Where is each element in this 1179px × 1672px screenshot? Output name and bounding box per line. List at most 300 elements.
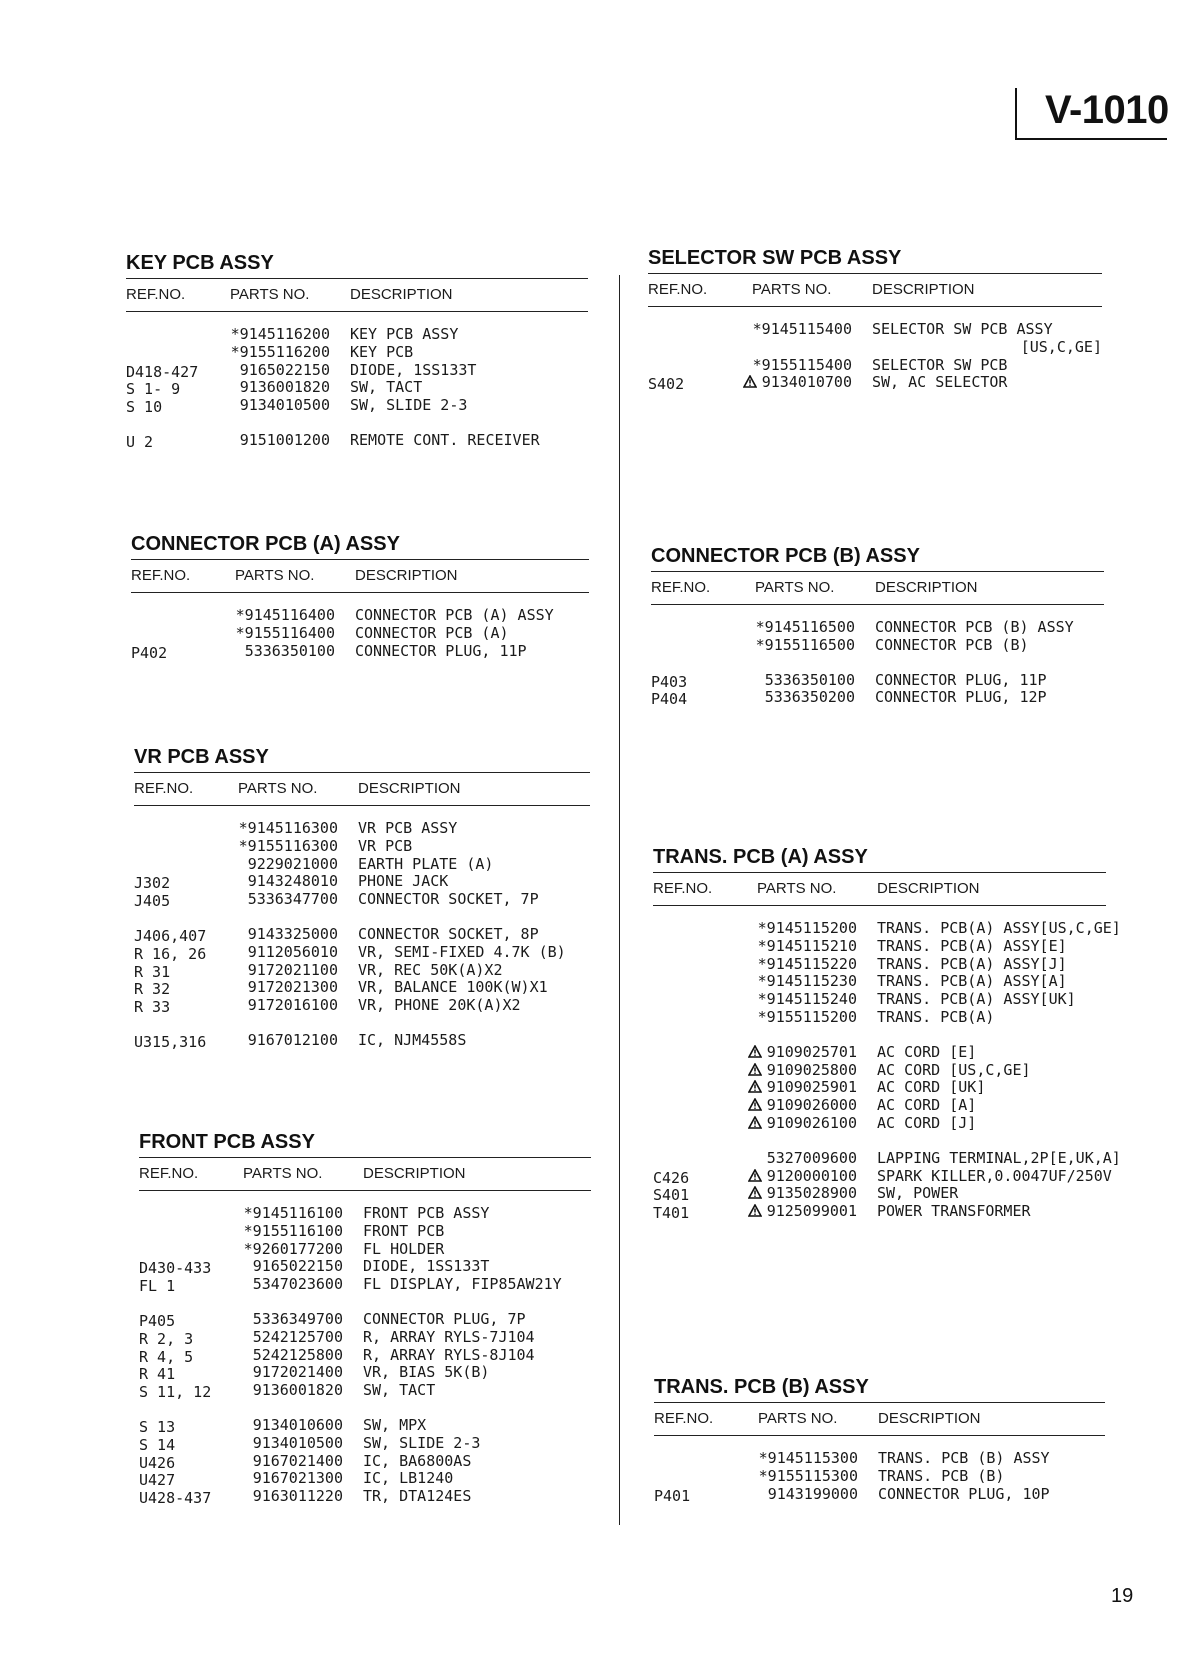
column-header bbox=[134, 772, 590, 806]
parts-row bbox=[648, 357, 1102, 375]
description: LAPPING TERMINAL,2P[E,UK,A] bbox=[877, 1148, 1121, 1167]
description-header: DESCRIPTION bbox=[350, 286, 453, 303]
parts-no bbox=[240, 362, 330, 380]
parts-no-value: 9136001820 bbox=[239, 378, 330, 397]
parts-no bbox=[768, 1486, 858, 1504]
parts-no bbox=[753, 357, 852, 375]
ref-no-header: REF.NO. bbox=[126, 286, 186, 303]
section-title: KEY PCB ASSY bbox=[126, 252, 274, 274]
parts-row bbox=[653, 973, 1106, 991]
parts-no-value: 9134010700 bbox=[761, 373, 852, 392]
parts-no-value: *9145115220 bbox=[757, 954, 857, 973]
selector-sw-pcb-section bbox=[648, 245, 1102, 392]
parts-no-value: 9165022150 bbox=[252, 1257, 343, 1276]
parts-row bbox=[139, 1435, 591, 1453]
parts-no-value: *9145115230 bbox=[757, 972, 857, 991]
safety-warning-icon bbox=[748, 1115, 763, 1133]
parts-row bbox=[134, 979, 590, 997]
parts-row bbox=[653, 1079, 1106, 1097]
parts-row bbox=[139, 1470, 591, 1488]
parts-no bbox=[748, 1079, 857, 1097]
parts-row bbox=[131, 607, 589, 625]
parts-no bbox=[748, 1203, 857, 1221]
parts-row bbox=[126, 397, 588, 415]
parts-no bbox=[748, 1062, 857, 1080]
parts-no-value: 9112056010 bbox=[247, 942, 338, 961]
parts-row bbox=[653, 1062, 1106, 1080]
parts-no-value: 9165022150 bbox=[239, 360, 330, 379]
parts-no bbox=[758, 956, 857, 974]
region-note: [US,C,GE] bbox=[1020, 337, 1102, 356]
parts-row bbox=[126, 362, 588, 380]
section-title: TRANS. PCB (B) ASSY bbox=[654, 1376, 869, 1398]
description: VR PCB ASSY bbox=[358, 819, 458, 837]
description: TRANS. PCB (B) ASSY bbox=[878, 1449, 1050, 1467]
safety-warning-icon bbox=[748, 1062, 763, 1080]
description: FRONT PCB bbox=[363, 1221, 445, 1240]
description: IC, LB1240 bbox=[363, 1469, 454, 1488]
description: AC CORD [A] bbox=[877, 1096, 977, 1115]
parts-row bbox=[648, 339, 1102, 357]
parts-no-value: 9167021400 bbox=[252, 1451, 343, 1470]
parts-no-value: *9155115400 bbox=[752, 355, 852, 374]
ref-no: U 2 bbox=[126, 432, 154, 451]
ref-no: R 16, 26 bbox=[134, 944, 207, 963]
parts-no bbox=[253, 1470, 343, 1488]
description: FL HOLDER bbox=[363, 1239, 445, 1258]
description: KEY PCB ASSY bbox=[350, 325, 459, 343]
parts-list bbox=[651, 605, 1104, 707]
parts-no-value: *9155116200 bbox=[230, 342, 330, 361]
parts-list bbox=[131, 593, 589, 660]
parts-no-value: 9135028900 bbox=[766, 1184, 857, 1203]
parts-row bbox=[139, 1223, 591, 1241]
parts-no bbox=[248, 944, 338, 962]
description: TRANS. PCB(A) ASSY[J] bbox=[877, 954, 1067, 973]
parts-no bbox=[239, 838, 338, 856]
parts-no bbox=[245, 643, 335, 661]
parts-row bbox=[139, 1258, 591, 1276]
parts-no-value: 9151001200 bbox=[239, 430, 330, 449]
ref-no: U315,316 bbox=[134, 1032, 207, 1051]
safety-warning-icon bbox=[748, 1079, 763, 1097]
parts-row bbox=[126, 432, 588, 450]
parts-row bbox=[653, 956, 1106, 974]
ref-no-header: REF.NO. bbox=[651, 579, 711, 596]
description: AC CORD [E] bbox=[877, 1042, 977, 1061]
description: CONNECTOR PLUG, 12P bbox=[875, 688, 1047, 707]
parts-no-value: 9109025901 bbox=[766, 1078, 857, 1097]
description: DIODE, 1SS133T bbox=[363, 1257, 490, 1276]
ref-no: S 11, 12 bbox=[139, 1383, 212, 1402]
parts-no bbox=[758, 991, 857, 1009]
description-header: DESCRIPTION bbox=[877, 880, 980, 897]
connector-b-pcb-section bbox=[651, 543, 1104, 707]
description: TR, DTA124ES bbox=[363, 1487, 472, 1506]
description: CONNECTOR PLUG, 11P bbox=[355, 641, 527, 660]
parts-no-value: 5242125800 bbox=[252, 1345, 343, 1364]
description: SPARK KILLER,0.0047UF/250V bbox=[877, 1166, 1112, 1185]
parts-no-value: *9155115200 bbox=[757, 1007, 857, 1026]
parts-row bbox=[134, 873, 590, 891]
parts-no bbox=[248, 873, 338, 891]
parts-no-header: PARTS NO. bbox=[238, 780, 318, 797]
parts-no-value: 9109026000 bbox=[766, 1096, 857, 1115]
parts-list bbox=[139, 1191, 591, 1506]
parts-no bbox=[758, 1009, 857, 1027]
parts-row bbox=[653, 1203, 1106, 1221]
description: TRANS. PCB(A) ASSY[E] bbox=[877, 936, 1067, 955]
parts-list bbox=[653, 906, 1121, 1223]
description: PHONE JACK bbox=[358, 872, 449, 891]
safety-warning-icon bbox=[748, 1044, 763, 1062]
parts-no-header: PARTS NO. bbox=[235, 567, 315, 584]
ref-no: U426 bbox=[139, 1453, 176, 1472]
parts-no-value: 9134010500 bbox=[252, 1433, 343, 1452]
safety-warning-icon bbox=[748, 1168, 763, 1186]
parts-row bbox=[654, 1468, 1105, 1486]
parts-row bbox=[653, 1148, 1121, 1168]
description: CONNECTOR PLUG, 10P bbox=[878, 1484, 1050, 1503]
parts-no bbox=[748, 1185, 857, 1203]
parts-list bbox=[654, 1436, 1105, 1503]
parts-no-value: *9155115300 bbox=[758, 1466, 858, 1485]
description-header: DESCRIPTION bbox=[875, 579, 978, 596]
parts-no bbox=[758, 938, 857, 956]
description: CONNECTOR SOCKET, 8P bbox=[358, 924, 539, 943]
parts-no bbox=[253, 1382, 343, 1400]
parts-no-value: 9109025800 bbox=[766, 1060, 857, 1079]
parts-row bbox=[653, 1115, 1106, 1133]
parts-no-header: PARTS NO. bbox=[755, 579, 835, 596]
parts-no-value: *9145116100 bbox=[243, 1204, 343, 1222]
parts-row bbox=[139, 1382, 591, 1400]
parts-no bbox=[253, 1364, 343, 1382]
parts-no-value: *9145115200 bbox=[757, 919, 857, 937]
parts-no bbox=[253, 1417, 343, 1435]
ref-no: R 32 bbox=[134, 980, 171, 999]
parts-row bbox=[139, 1205, 591, 1223]
column-header bbox=[648, 273, 1102, 307]
parts-no bbox=[748, 1044, 857, 1062]
section-title: CONNECTOR PCB (A) ASSY bbox=[131, 533, 400, 555]
parts-no-value: *9260177200 bbox=[243, 1239, 343, 1258]
parts-no-value: *9145115210 bbox=[757, 936, 857, 955]
parts-row bbox=[139, 1329, 591, 1347]
section-title: FRONT PCB ASSY bbox=[139, 1131, 315, 1153]
column-header bbox=[139, 1157, 591, 1191]
trans-a-pcb-section bbox=[653, 844, 1121, 1223]
parts-no-header: PARTS NO. bbox=[758, 1410, 838, 1427]
parts-no-value: 9134010500 bbox=[239, 396, 330, 415]
ref-no: J406,407 bbox=[134, 926, 207, 945]
ref-no: P402 bbox=[131, 643, 168, 662]
parts-row bbox=[139, 1241, 591, 1259]
safety-warning-icon bbox=[748, 1203, 763, 1221]
parts-row bbox=[134, 820, 590, 838]
parts-no-value: *9155116500 bbox=[755, 635, 855, 654]
parts-no-value: 9167021300 bbox=[252, 1469, 343, 1488]
parts-row bbox=[134, 838, 590, 856]
parts-list bbox=[648, 307, 1102, 392]
parts-row bbox=[139, 1364, 591, 1382]
parts-row bbox=[131, 643, 589, 661]
trans-b-pcb-section bbox=[654, 1374, 1105, 1503]
description: VR, BIAS 5K(B) bbox=[363, 1363, 490, 1382]
parts-no bbox=[765, 689, 855, 707]
description: SW, TACT bbox=[350, 378, 423, 397]
parts-row bbox=[126, 344, 588, 362]
parts-no-value: 5336347700 bbox=[247, 890, 338, 909]
parts-row bbox=[648, 374, 1102, 392]
description: AC CORD [J] bbox=[877, 1113, 977, 1132]
safety-warning-icon bbox=[748, 1097, 763, 1115]
parts-row bbox=[653, 1009, 1106, 1027]
parts-row bbox=[134, 926, 590, 944]
parts-no-header: PARTS NO. bbox=[752, 281, 832, 298]
parts-row bbox=[653, 1166, 1112, 1187]
ref-no-header: REF.NO. bbox=[654, 1410, 714, 1427]
parts-no bbox=[248, 979, 338, 997]
parts-no-value: 9143199000 bbox=[767, 1484, 858, 1503]
parts-no bbox=[253, 1488, 343, 1506]
parts-no bbox=[231, 344, 330, 362]
description: KEY PCB bbox=[350, 342, 414, 361]
parts-no-value: 9143325000 bbox=[247, 924, 338, 943]
parts-row bbox=[134, 944, 590, 962]
parts-no-value: 9163011220 bbox=[252, 1487, 343, 1506]
parts-no bbox=[753, 321, 852, 339]
ref-no: FL 1 bbox=[139, 1277, 176, 1296]
parts-no bbox=[239, 820, 338, 838]
description-header: DESCRIPTION bbox=[872, 281, 975, 298]
parts-row bbox=[139, 1347, 591, 1365]
description: SW, MPX bbox=[363, 1415, 427, 1434]
description: SW, SLIDE 2-3 bbox=[350, 396, 468, 415]
description: TRANS. PCB(A) ASSY[A] bbox=[877, 972, 1067, 991]
ref-no: S401 bbox=[653, 1186, 690, 1205]
description: CONNECTOR PCB (B) bbox=[875, 635, 1029, 654]
description: R, ARRAY RYLS-7J104 bbox=[363, 1327, 535, 1346]
parts-no-value: 9172021300 bbox=[247, 978, 338, 997]
parts-no-value: 5242125700 bbox=[252, 1327, 343, 1346]
parts-row bbox=[653, 938, 1106, 956]
parts-no bbox=[231, 326, 330, 344]
description: CONNECTOR PCB (B) ASSY bbox=[875, 618, 1074, 636]
parts-no-value: 9125099001 bbox=[766, 1202, 857, 1221]
parts-row bbox=[653, 1185, 1106, 1203]
parts-no bbox=[758, 920, 857, 938]
parts-no bbox=[248, 891, 338, 909]
description: SW, POWER bbox=[877, 1184, 959, 1203]
ref-no: R 31 bbox=[134, 962, 171, 981]
description: POWER TRANSFORMER bbox=[877, 1202, 1031, 1221]
parts-no bbox=[253, 1453, 343, 1471]
parts-no bbox=[253, 1435, 343, 1453]
parts-no bbox=[743, 374, 852, 392]
column-header bbox=[131, 559, 589, 593]
description: EARTH PLATE (A) bbox=[358, 854, 494, 873]
description: DIODE, 1SS133T bbox=[350, 360, 477, 379]
parts-no bbox=[759, 1468, 858, 1486]
parts-row bbox=[126, 379, 588, 397]
description-header: DESCRIPTION bbox=[358, 780, 461, 797]
parts-no bbox=[236, 625, 335, 643]
parts-row bbox=[139, 1311, 591, 1329]
model-number: V-1010 bbox=[1045, 88, 1169, 132]
ref-no: R 33 bbox=[134, 998, 171, 1017]
vr-pcb-section bbox=[134, 744, 590, 1050]
parts-no-value: 5336350100 bbox=[244, 641, 335, 660]
parts-list bbox=[134, 806, 590, 1050]
parts-no bbox=[244, 1241, 343, 1259]
parts-no bbox=[759, 1450, 858, 1468]
description-header: DESCRIPTION bbox=[878, 1410, 981, 1427]
safety-warning-icon bbox=[748, 1185, 763, 1203]
ref-no: P401 bbox=[654, 1486, 691, 1505]
ref-no: P404 bbox=[651, 690, 688, 709]
ref-no: J302 bbox=[134, 874, 171, 893]
parts-row bbox=[139, 1417, 591, 1435]
parts-no bbox=[253, 1329, 343, 1347]
description: AC CORD [UK] bbox=[877, 1078, 986, 1097]
description: TRANS. PCB (B) bbox=[878, 1466, 1005, 1485]
ref-no: S 14 bbox=[139, 1435, 176, 1454]
parts-no-value: 9143248010 bbox=[247, 872, 338, 891]
parts-no-value: 9172016100 bbox=[247, 996, 338, 1015]
parts-list bbox=[126, 312, 588, 450]
column-header bbox=[126, 278, 588, 312]
description: VR, BALANCE 100K(W)X1 bbox=[358, 978, 548, 997]
parts-no-header: PARTS NO. bbox=[243, 1165, 323, 1182]
description: REMOTE CONT. RECEIVER bbox=[350, 430, 540, 449]
parts-no bbox=[244, 1223, 343, 1241]
description: VR PCB bbox=[358, 836, 413, 855]
column-header bbox=[651, 571, 1104, 605]
description: CONNECTOR PCB (A) bbox=[355, 623, 509, 642]
parts-row bbox=[139, 1276, 591, 1294]
parts-no bbox=[758, 973, 857, 991]
page-number: 19 bbox=[1111, 1585, 1134, 1607]
front-pcb-section bbox=[139, 1129, 591, 1506]
parts-row bbox=[139, 1488, 591, 1506]
parts-row bbox=[134, 997, 590, 1015]
ref-no-header: REF.NO. bbox=[653, 880, 713, 897]
ref-no: U428-437 bbox=[139, 1489, 212, 1508]
parts-no bbox=[756, 619, 855, 637]
connector-a-pcb-section bbox=[131, 531, 589, 660]
ref-no-header: REF.NO. bbox=[648, 281, 708, 298]
ref-no: S 13 bbox=[139, 1417, 176, 1436]
parts-no-header: PARTS NO. bbox=[757, 880, 837, 897]
ref-no: T401 bbox=[653, 1204, 690, 1223]
description: SW, SLIDE 2-3 bbox=[363, 1433, 481, 1452]
description: TRANS. PCB(A) ASSY[UK] bbox=[877, 990, 1076, 1009]
parts-no bbox=[236, 607, 335, 625]
ref-no: R 41 bbox=[139, 1365, 176, 1384]
parts-row bbox=[651, 672, 1104, 690]
ref-no: D418-427 bbox=[126, 362, 199, 381]
parts-no bbox=[253, 1311, 343, 1329]
parts-no-value: 5336350100 bbox=[764, 670, 855, 689]
column-header bbox=[653, 872, 1106, 906]
parts-row bbox=[651, 637, 1104, 655]
parts-no-value: 9109026100 bbox=[766, 1113, 857, 1132]
key-pcb-section bbox=[126, 250, 588, 450]
parts-row bbox=[653, 991, 1106, 1009]
parts-row bbox=[134, 1032, 590, 1050]
section-title: VR PCB ASSY bbox=[134, 746, 269, 768]
description: TRANS. PCB(A) bbox=[877, 1007, 995, 1026]
description: CONNECTOR PLUG, 11P bbox=[875, 670, 1047, 689]
parts-no-header: PARTS NO. bbox=[230, 286, 310, 303]
parts-row bbox=[653, 1097, 1106, 1115]
parts-no bbox=[248, 926, 338, 944]
description: SW, AC SELECTOR bbox=[872, 373, 1008, 392]
parts-no-value: 9172021400 bbox=[252, 1363, 343, 1382]
parts-no bbox=[248, 856, 338, 874]
parts-no bbox=[253, 1258, 343, 1276]
parts-no bbox=[253, 1347, 343, 1365]
parts-no-value: 5347023600 bbox=[252, 1275, 343, 1294]
parts-row bbox=[134, 856, 590, 874]
description: CONNECTOR PLUG, 7P bbox=[363, 1309, 526, 1328]
parts-row bbox=[654, 1486, 1105, 1504]
ref-no: R 4, 5 bbox=[139, 1347, 194, 1366]
parts-no bbox=[240, 379, 330, 397]
ref-no-header: REF.NO. bbox=[131, 567, 191, 584]
parts-no-value: 9109025701 bbox=[766, 1042, 857, 1061]
parts-no-value: 9167012100 bbox=[247, 1030, 338, 1049]
parts-no-value: *9145116300 bbox=[238, 819, 338, 837]
description: CONNECTOR SOCKET, 7P bbox=[358, 890, 539, 909]
parts-no bbox=[240, 397, 330, 415]
parts-no bbox=[748, 1168, 857, 1186]
parts-no bbox=[240, 432, 330, 450]
description: CONNECTOR PCB (A) ASSY bbox=[355, 606, 554, 624]
parts-no-value: *9155116300 bbox=[238, 836, 338, 855]
ref-no: S 1- 9 bbox=[126, 380, 181, 399]
ref-no: R 2, 3 bbox=[139, 1329, 194, 1348]
description: SELECTOR SW PCB ASSY bbox=[872, 320, 1053, 338]
parts-no-value: 9172021100 bbox=[247, 960, 338, 979]
parts-no bbox=[767, 1150, 857, 1168]
parts-no bbox=[748, 1097, 857, 1115]
ref-no: P405 bbox=[139, 1311, 176, 1330]
parts-no-value: *9145116400 bbox=[235, 606, 335, 624]
parts-no bbox=[253, 1276, 343, 1294]
description: SW, TACT bbox=[363, 1381, 436, 1400]
column-divider bbox=[619, 275, 620, 1525]
description: R, ARRAY RYLS-8J104 bbox=[363, 1345, 535, 1364]
parts-row bbox=[131, 625, 589, 643]
parts-no bbox=[244, 1205, 343, 1223]
safety-warning-icon bbox=[743, 374, 758, 392]
parts-row bbox=[134, 891, 590, 909]
parts-no-value: 9134010600 bbox=[252, 1415, 343, 1434]
parts-no bbox=[765, 672, 855, 690]
parts-no-value: *9145116200 bbox=[230, 325, 330, 343]
parts-no-value: 5327009600 bbox=[766, 1148, 857, 1167]
parts-no bbox=[756, 637, 855, 655]
parts-row bbox=[653, 919, 1121, 938]
section-title: SELECTOR SW PCB ASSY bbox=[648, 247, 902, 269]
column-header bbox=[654, 1402, 1105, 1436]
description: IC, BA6800AS bbox=[363, 1451, 472, 1470]
description: VR, SEMI-FIXED 4.7K (B) bbox=[358, 942, 566, 961]
description: VR, REC 50K(A)X2 bbox=[358, 960, 503, 979]
parts-row bbox=[139, 1453, 591, 1471]
